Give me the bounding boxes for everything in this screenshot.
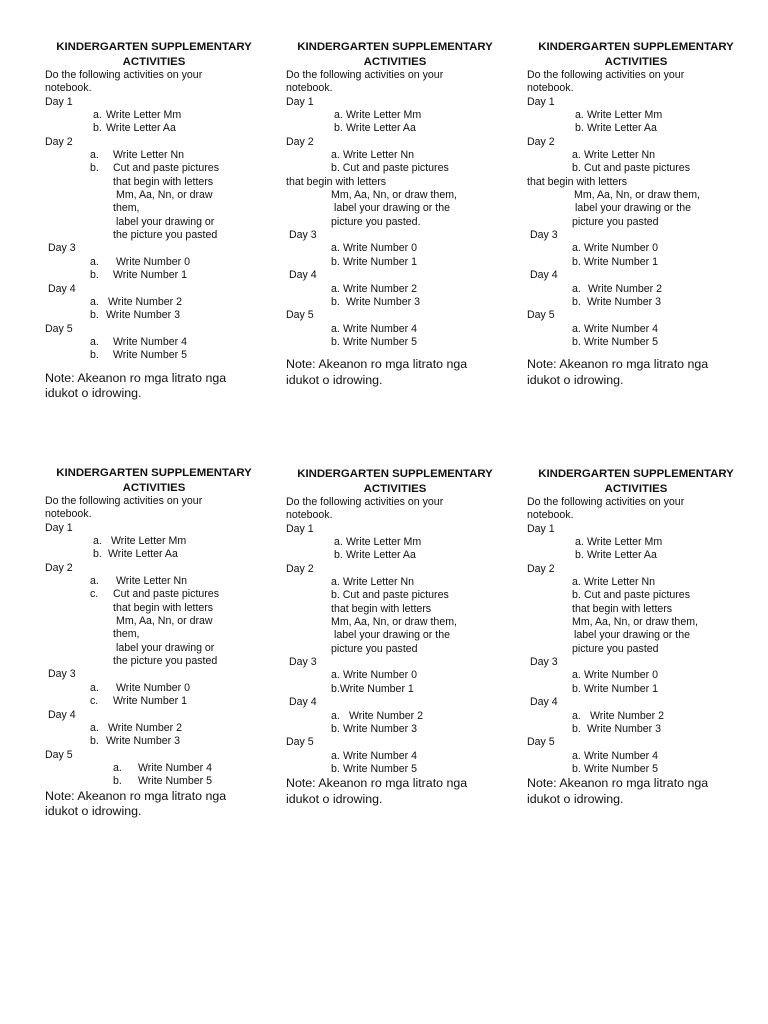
activity-item: b. Write Number 5 bbox=[90, 349, 187, 362]
activity-item: a. Write Number 0 bbox=[90, 681, 190, 694]
activity-item: b. Write Number 5 bbox=[572, 762, 658, 775]
activity-item: b. Write Letter Aa bbox=[334, 122, 416, 135]
activity-item: a. Write Letter Nn bbox=[331, 576, 415, 589]
instructions-line: Do the following activities on your bbox=[527, 496, 685, 508]
activity-item-cont: that begin with letters bbox=[331, 602, 432, 615]
activity-item: b. Write Number 1 bbox=[572, 255, 658, 268]
day-label: Day 2 bbox=[527, 135, 555, 148]
activity-item: a. Write Number 2 bbox=[90, 295, 182, 308]
activity-item: a. Write Letter Mm bbox=[575, 109, 663, 122]
card-title: KINDERGARTEN SUPPLEMENTARY ACTIVITIES bbox=[297, 41, 493, 68]
card-title: KINDERGARTEN SUPPLEMENTARY ACTIVITIES bbox=[56, 41, 252, 68]
day-label: Day 2 bbox=[286, 135, 314, 148]
activity-item: b. Write Number 1 bbox=[572, 682, 658, 695]
activity-card-1 bbox=[45, 40, 275, 402]
activity-item-cont: them, bbox=[113, 628, 140, 641]
activity-item-cont: Mm, Aa, Nn, or draw bbox=[116, 189, 213, 202]
note: Note: Akeanon ro mga litrato nga idukot o idrowing. bbox=[527, 776, 709, 806]
activity-item: b.Write Number 1 bbox=[331, 682, 414, 695]
activity-item: b. Write Number 3 bbox=[90, 735, 180, 748]
activity-item: a. Write Number 4 bbox=[331, 322, 417, 335]
activity-item: b. Write Number 1 bbox=[331, 255, 417, 268]
day-label: Day 4 bbox=[289, 696, 317, 709]
day-label: Day 1 bbox=[527, 95, 555, 108]
day-label: Day 1 bbox=[286, 95, 314, 108]
activity-item: b. Write Letter Aa bbox=[93, 122, 176, 135]
activity-item: b. Cut and paste pictures bbox=[572, 162, 690, 175]
activity-card-4 bbox=[45, 466, 275, 820]
activity-item: b. Write Letter Aa bbox=[575, 549, 657, 562]
card-title: KINDERGARTEN SUPPLEMENTARY ACTIVITIES bbox=[538, 41, 734, 68]
activity-item-cont: label your drawing or the bbox=[334, 629, 451, 642]
activity-card-2 bbox=[286, 40, 516, 388]
activity-item-cont: them, bbox=[113, 202, 140, 215]
day-label: Day 5 bbox=[45, 322, 73, 335]
activity-item: a. Write Number 4 bbox=[331, 749, 417, 762]
activity-item-cont: that begin with letters bbox=[286, 175, 387, 188]
activity-item-cont: picture you pasted bbox=[572, 642, 659, 655]
day-label: Day 5 bbox=[527, 736, 555, 749]
note: Note: Akeanon ro mga litrato nga idukot o idrowing. bbox=[527, 357, 709, 387]
card-title: KINDERGARTEN SUPPLEMENTARY ACTIVITIES bbox=[56, 467, 252, 494]
day-label: Day 5 bbox=[45, 748, 73, 761]
day-label: Day 4 bbox=[48, 282, 76, 295]
activity-item: b. Cut and paste pictures bbox=[331, 589, 449, 602]
activity-item-cont: Mm, Aa, Nn, or draw them, bbox=[574, 189, 700, 202]
activity-item: b. Write Number 5 bbox=[331, 335, 417, 348]
day-label: Day 2 bbox=[527, 562, 555, 575]
day-label: Day 1 bbox=[286, 522, 314, 535]
card-title: KINDERGARTEN SUPPLEMENTARY ACTIVITIES bbox=[538, 468, 734, 495]
day-label: Day 4 bbox=[530, 696, 558, 709]
note: Note: Akeanon ro mga litrato nga idukot o idrowing. bbox=[286, 357, 468, 387]
note: Note: Akeanon ro mga litrato nga idukot o idrowing. bbox=[45, 370, 227, 401]
day-label: Day 1 bbox=[45, 95, 73, 108]
activity-item: a. Write Letter Mm bbox=[334, 109, 422, 122]
activity-item: a. Write Number 4 bbox=[113, 761, 212, 774]
activity-item: b. Cut and paste pictures bbox=[331, 162, 449, 175]
day-label: Day 3 bbox=[289, 656, 317, 669]
activity-item-cont: picture you pasted bbox=[572, 215, 659, 228]
activity-item: a. Write Letter Nn bbox=[90, 149, 185, 162]
day-label: Day 3 bbox=[289, 229, 317, 242]
instructions-line: notebook. bbox=[527, 509, 574, 522]
activity-item-cont: picture you pasted bbox=[331, 642, 418, 655]
day-label: Day 2 bbox=[286, 562, 314, 575]
day-label: Day 2 bbox=[45, 135, 73, 148]
activity-item: b. Write Number 3 bbox=[572, 722, 661, 735]
day-label: Day 4 bbox=[289, 269, 317, 282]
activity-item: b. Write Letter Aa bbox=[575, 122, 657, 135]
activity-item: a. Write Number 2 bbox=[572, 709, 664, 722]
instructions-line: notebook. bbox=[45, 82, 92, 95]
instructions-line: Do the following activities on your bbox=[45, 69, 203, 81]
activity-item: a. Write Letter Mm bbox=[334, 536, 422, 549]
instructions-line: notebook. bbox=[286, 509, 333, 522]
activity-item: b. Write Number 5 bbox=[572, 335, 658, 348]
activity-item: a. Write Number 0 bbox=[572, 242, 658, 255]
activity-item: b. Write Number 3 bbox=[331, 295, 420, 308]
day-label: Day 4 bbox=[530, 269, 558, 282]
instructions-line: notebook. bbox=[45, 508, 92, 521]
activity-item: c. Write Number 1 bbox=[90, 695, 187, 708]
activity-item: b. Write Letter Aa bbox=[334, 549, 416, 562]
activity-card-6 bbox=[527, 467, 757, 807]
day-label: Day 3 bbox=[530, 656, 558, 669]
activity-item: a. Write Letter Mm bbox=[575, 536, 663, 549]
activity-item-cont: label your drawing or the bbox=[574, 629, 691, 642]
day-label: Day 3 bbox=[48, 668, 76, 681]
activity-item: a. Write Number 4 bbox=[572, 322, 658, 335]
note: Note: Akeanon ro mga litrato nga idukot o idrowing. bbox=[45, 788, 227, 819]
day-label: Day 3 bbox=[48, 242, 76, 255]
activity-item-cont: label your drawing or bbox=[116, 215, 215, 228]
activity-item: a. Write Number 0 bbox=[331, 242, 417, 255]
activity-item-cont: Mm, Aa, Nn, or draw bbox=[116, 615, 213, 628]
activity-item: a. Write Letter Nn bbox=[572, 576, 656, 589]
activity-item: b. Write Number 5 bbox=[331, 762, 417, 775]
activity-item: a. Write Letter Mm bbox=[93, 109, 182, 122]
instructions-line: Do the following activities on your bbox=[286, 496, 444, 508]
activity-item-cont: Mm, Aa, Nn, or draw them, bbox=[331, 189, 457, 202]
activity-item: a. Write Number 2 bbox=[331, 709, 423, 722]
day-label: Day 1 bbox=[527, 522, 555, 535]
activity-item-cont: the picture you pasted bbox=[113, 655, 218, 668]
activity-item: a. Write Number 4 bbox=[572, 749, 658, 762]
activity-item: a. Write Letter Nn bbox=[90, 575, 188, 588]
day-label: Day 1 bbox=[45, 521, 73, 534]
activity-item: a. Write Number 2 bbox=[90, 721, 182, 734]
instructions-line: notebook. bbox=[286, 82, 333, 95]
day-label: Day 3 bbox=[530, 229, 558, 242]
activity-item: b. Write Number 1 bbox=[90, 269, 187, 282]
activity-item: a. Write Letter Mm bbox=[93, 535, 187, 548]
activity-item-cont: that begin with letters bbox=[113, 601, 214, 614]
activity-item-cont: label your drawing or bbox=[116, 641, 215, 654]
instructions-line: Do the following activities on your bbox=[45, 495, 203, 507]
activity-item-cont: that begin with letters bbox=[572, 602, 673, 615]
instructions-line: Do the following activities on your bbox=[286, 69, 444, 81]
activity-item: b. Write Number 3 bbox=[572, 295, 661, 308]
day-label: Day 5 bbox=[286, 736, 314, 749]
card-title: KINDERGARTEN SUPPLEMENTARY ACTIVITIES bbox=[297, 468, 493, 495]
activity-card-3 bbox=[527, 40, 757, 388]
day-label: Day 5 bbox=[286, 309, 314, 322]
activity-item-cont: that begin with letters bbox=[113, 175, 214, 188]
activity-item: a. Write Number 2 bbox=[572, 282, 662, 295]
activity-item: a. Write Number 0 bbox=[331, 669, 417, 682]
activity-item: a. Write Number 0 bbox=[90, 255, 190, 268]
activity-item: a. Write Number 0 bbox=[572, 669, 658, 682]
day-label: Day 5 bbox=[527, 309, 555, 322]
activity-item-cont: picture you pasted. bbox=[331, 215, 421, 228]
activity-item: b. Cut and paste pictures bbox=[90, 162, 219, 175]
activity-item-cont: that begin with letters bbox=[527, 175, 628, 188]
day-label: Day 2 bbox=[45, 561, 73, 574]
note: Note: Akeanon ro mga litrato nga idukot o idrowing. bbox=[286, 776, 468, 806]
instructions-line: Do the following activities on your bbox=[527, 69, 685, 81]
activity-item: a. Write Letter Nn bbox=[572, 149, 656, 162]
activity-item-cont: label your drawing or the bbox=[575, 202, 692, 215]
day-label: Day 4 bbox=[48, 708, 76, 721]
activity-item: a. Write Number 2 bbox=[331, 282, 417, 295]
activity-item-cont: Mm, Aa, Nn, or draw them, bbox=[331, 616, 457, 629]
activity-item-cont: label your drawing or the bbox=[334, 202, 451, 215]
activity-item: b. Cut and paste pictures bbox=[572, 589, 690, 602]
activity-item: b. Write Number 5 bbox=[113, 775, 212, 788]
activity-item: b. Write Letter Aa bbox=[93, 548, 178, 561]
activity-item-cont: Mm, Aa, Nn, or draw them, bbox=[572, 616, 698, 629]
activity-item: a. Write Letter Nn bbox=[331, 149, 415, 162]
activity-item: a. Write Number 4 bbox=[90, 335, 187, 348]
activity-item: c. Cut and paste pictures bbox=[90, 588, 219, 601]
activity-item: b. Write Number 3 bbox=[90, 309, 180, 322]
instructions-line: notebook. bbox=[527, 82, 574, 95]
activity-card-5 bbox=[286, 467, 516, 807]
activity-item: b. Write Number 3 bbox=[331, 722, 417, 735]
activity-item-cont: the picture you pasted bbox=[113, 229, 218, 242]
